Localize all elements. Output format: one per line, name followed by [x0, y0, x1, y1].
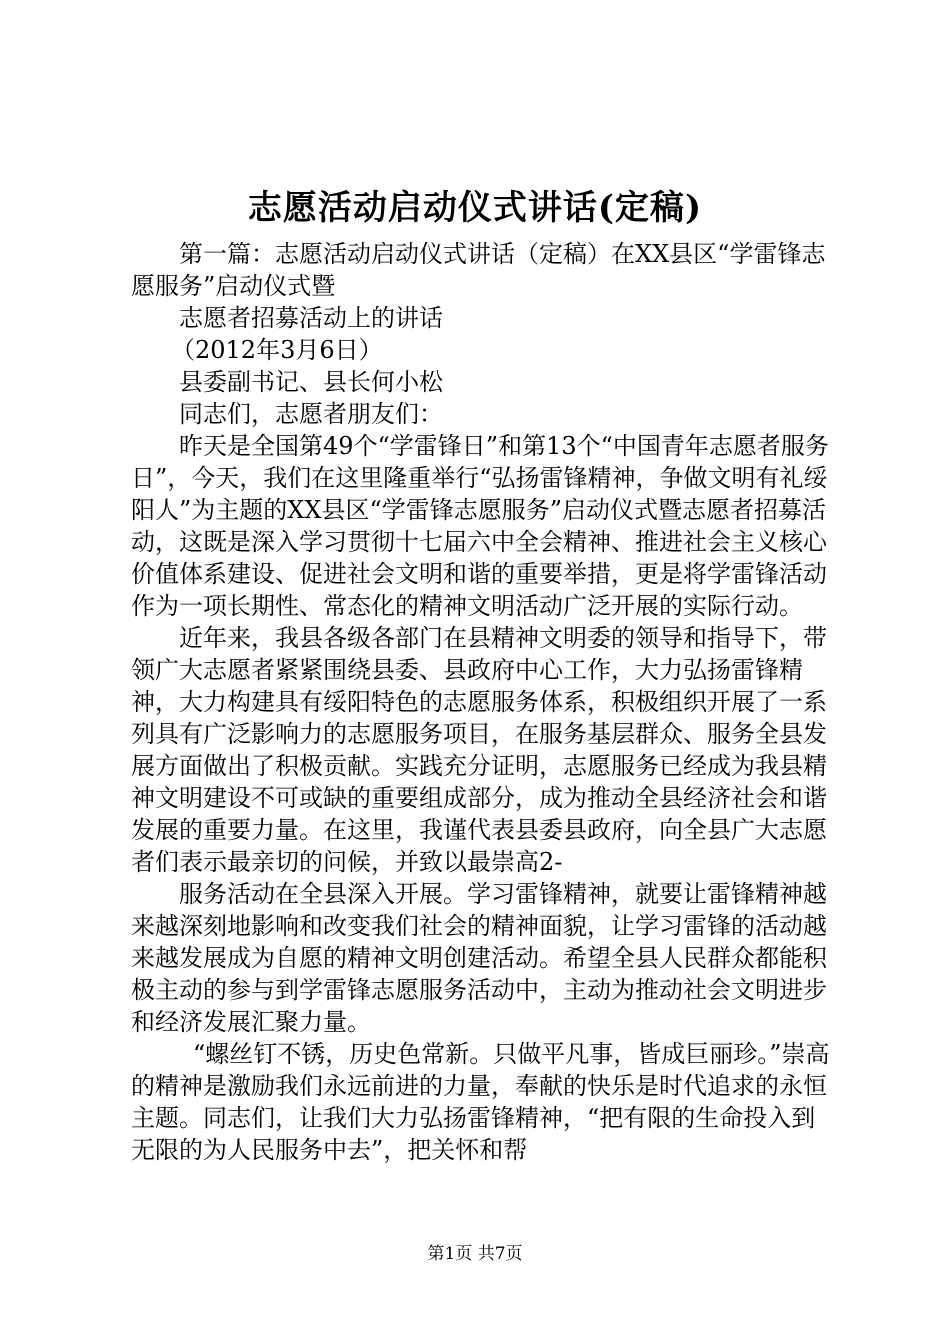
paragraph-heading: 第一篇：志愿活动启动仪式讲话（定稿）在XX县区“学雷锋志愿服务”启动仪式暨 [131, 240, 826, 300]
paragraph-body-1: 昨天是全国第49个“学雷锋日”和第13个“中国青年志愿者服务日”，今天，我们在这里隆重举行“弘扬雷锋精神，争做文明有礼绥阳人”为主题的XX县区“学雷锋志愿服务”启动仪式暨志愿者招募活动，这既是深入学习贯彻十七届六中全会精神、推进社会主义核心价值体系建设、促进社会文明和谐的重要举措，更是将学雷锋活动作为一项长期性、常态化的精神文明活动广泛开展的实际行动。 [131, 432, 829, 620]
paragraph-body-4: “螺丝钉不锈，历史色常新。只做平凡事，皆成巨丽珍。”崇高的精神是激励我们永远前进的力量，奉献的快乐是时代追求的永恒主题。同志们，让我们大力弘扬雷锋精神，“把有限的生命投入到无限的为人民服务中去”，把关怀和帮 [131, 1040, 830, 1164]
page-footer: 第1页 共7页 [427, 1244, 523, 1264]
document-title: 志愿活动启动仪式讲话(定稿) [247, 188, 703, 228]
paragraph-speaker: 县委副书记、县长何小松 [179, 368, 443, 396]
paragraph-date: （2012年3月6日） [171, 336, 383, 364]
paragraph-salutation: 同志们，志愿者朋友们： [179, 400, 443, 428]
paragraph-body-3: 服务活动在全县深入开展。学习雷锋精神，就要让雷锋精神越来越深刻地影响和改变我们社会的精神面貌，让学习雷锋的活动越来越发展成为自愿的精神文明创建活动。希望全县人民群众都能积极主动的参与到学雷锋志愿服务活动中，主动为推动社会文明进步和经济发展汇聚力量。 [131, 880, 827, 1036]
paragraph-body-2: 近年来，我县各级各部门在县精神文明委的领导和指导下，带领广大志愿者紧紧围绕县委、县政府中心工作，大力弘扬雷锋精神，大力构建具有绥阳特色的志愿服务体系，积极组织开展了一系列具有广泛影响力的志愿服务项目，在服务基层群众、服务全县发展方面做出了积极贡献。实践充分证明，志愿服务已经成为我县精神文明建设不可或缺的重要组成部分，成为推动全县经济社会和谐发展的重要力量。在这里，我谨代表县委县政府，向全县广大志愿者们表示最亲切的问候，并致以最崇高2- [131, 624, 827, 876]
paragraph-subtitle: 志愿者招募活动上的讲话 [179, 304, 443, 332]
document-body [131, 238, 831, 1166]
